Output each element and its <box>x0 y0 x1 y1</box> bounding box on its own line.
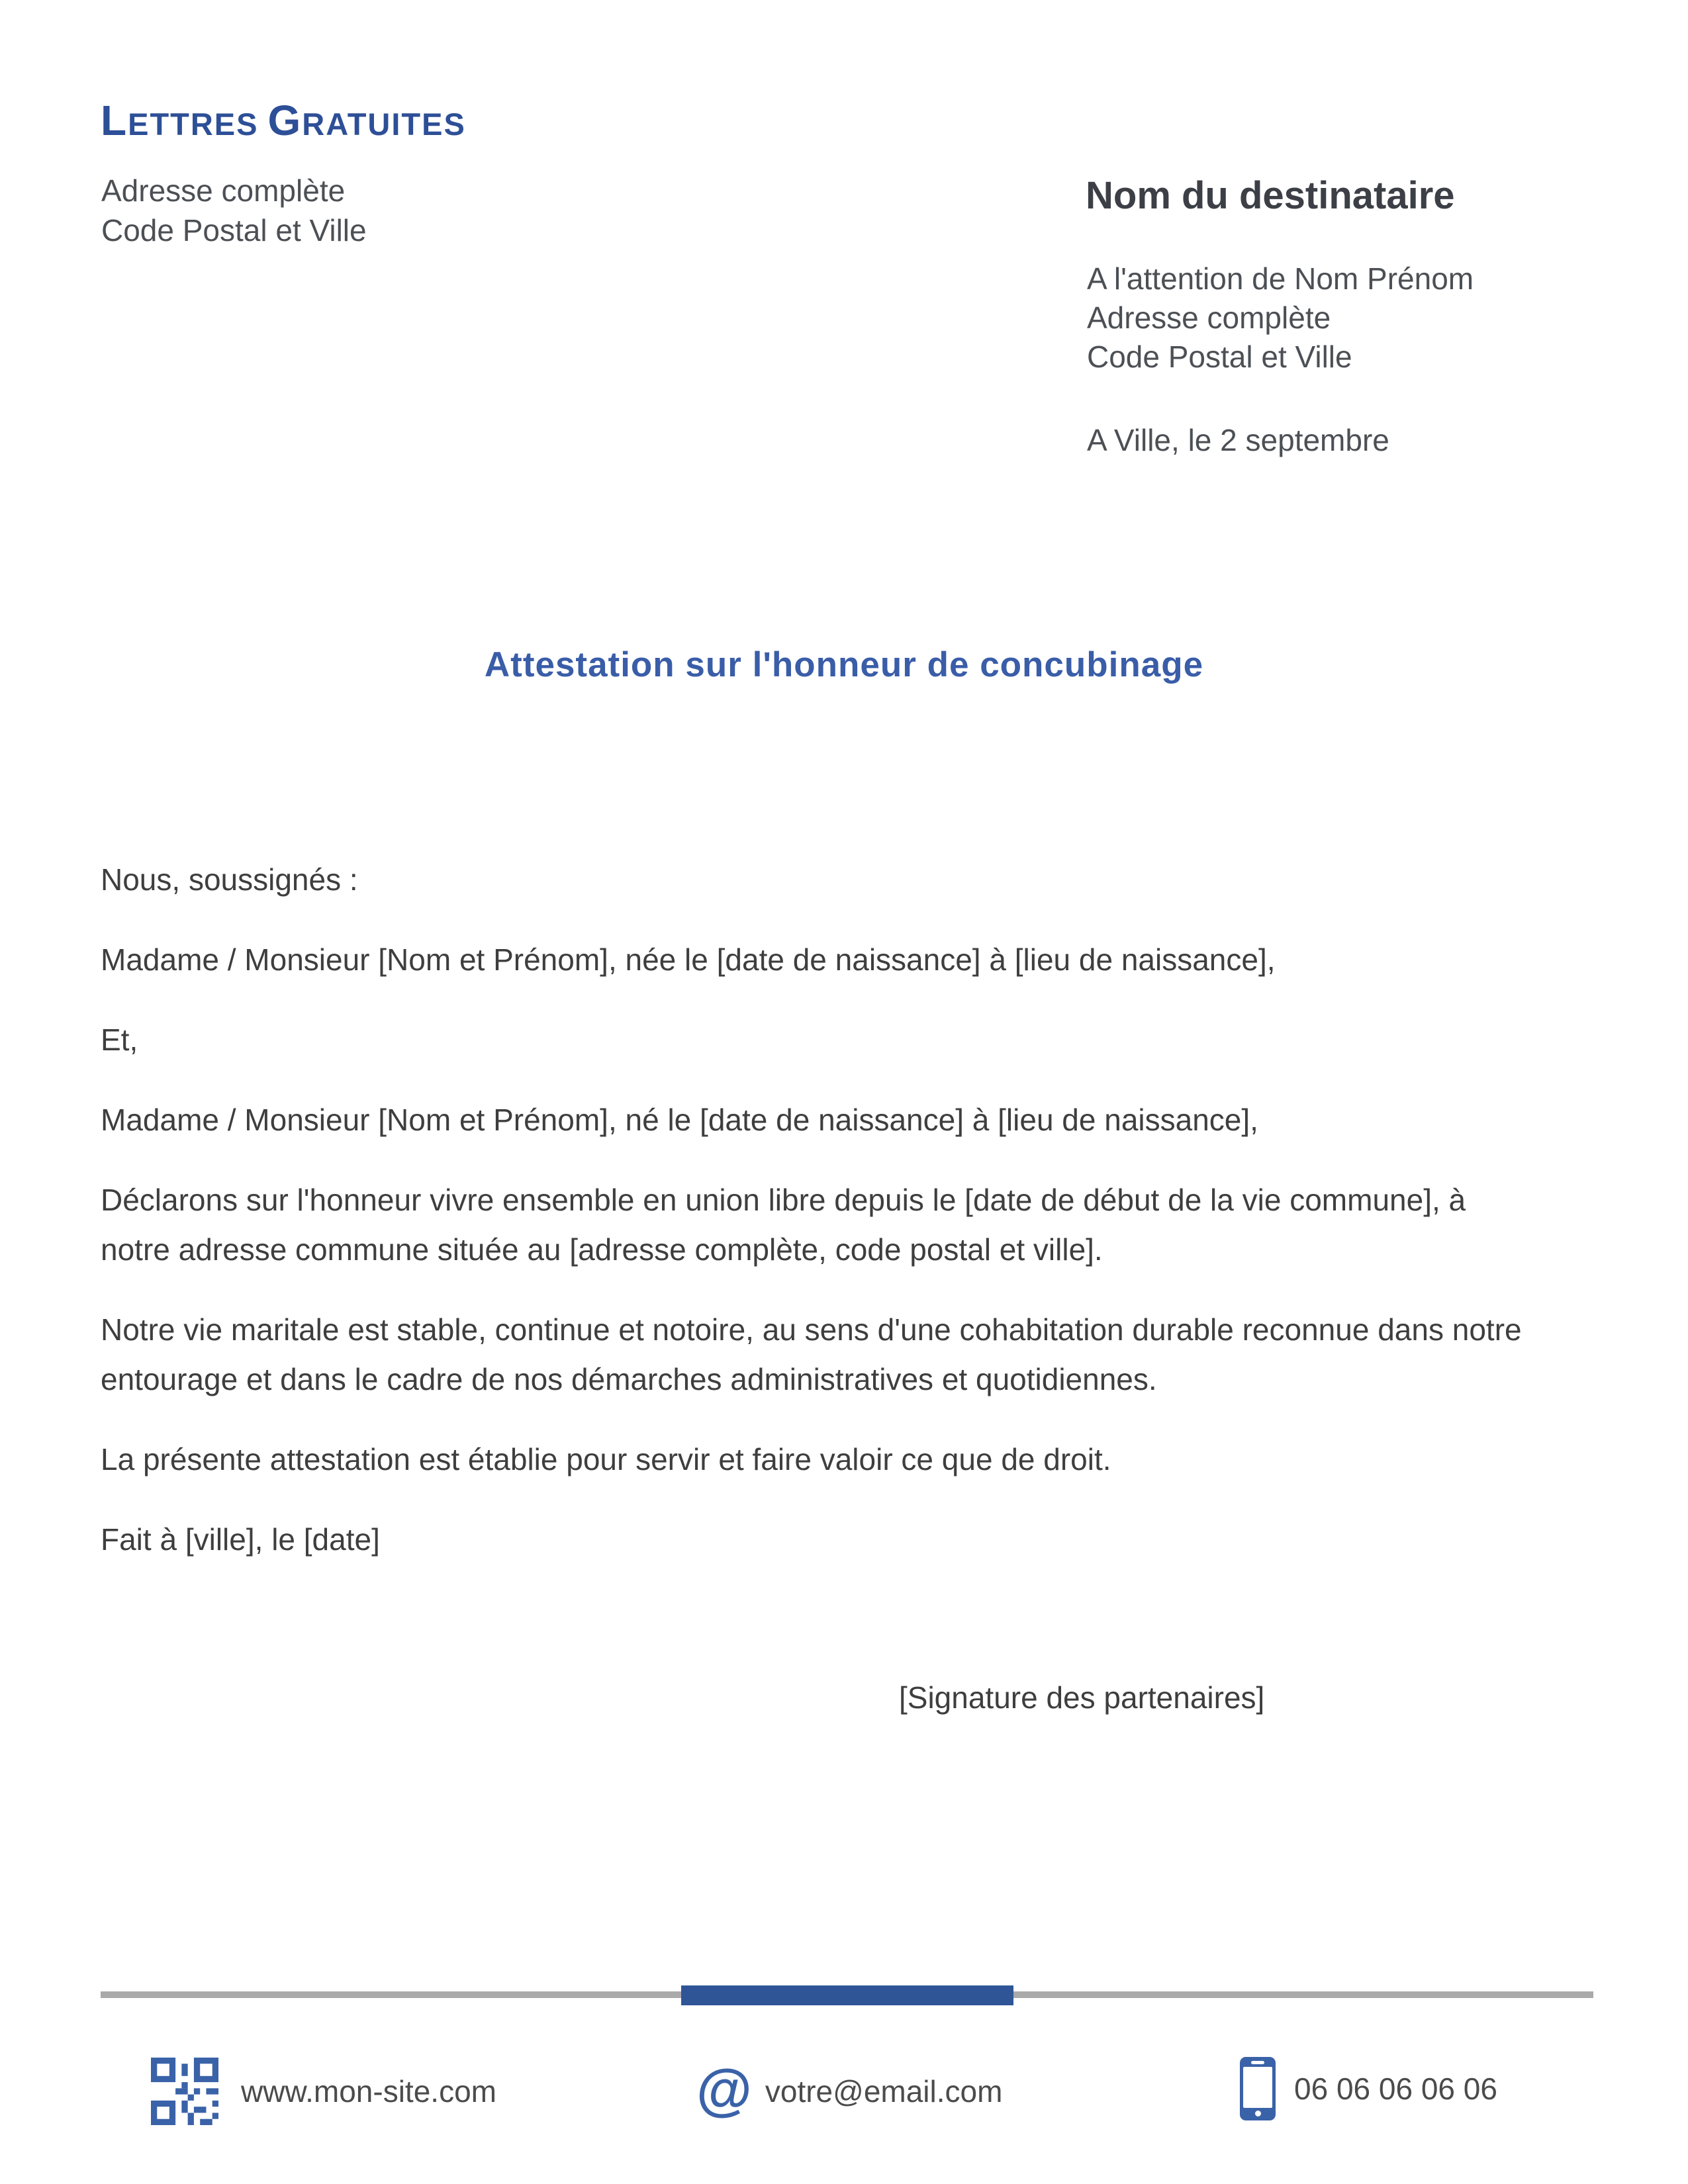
paragraph <box>101 1175 1597 1275</box>
footer-phone-text: 06 06 06 06 06 <box>1294 2071 1497 2106</box>
paragraph-line: Nous, soussignés : <box>101 862 358 897</box>
paragraph-line: Déclarons sur l'honneur vivre ensemble en union libre depuis le [date de début de la vie commune], à <box>101 1183 1466 1217</box>
recipient-attention-line: A l'attention de Nom Prénom <box>1087 261 1474 296</box>
footer-website-text: www.mon-site.com <box>241 2074 496 2109</box>
logo-initial-1: L <box>101 97 128 144</box>
sender-address-line: Adresse complète <box>101 173 346 208</box>
logo-rest-1: ETTRES <box>128 107 259 142</box>
qr-code-icon <box>151 2058 218 2125</box>
paragraph <box>101 935 1597 985</box>
signature-placeholder: [Signature des partenaires] <box>899 1680 1265 1715</box>
paragraph <box>101 1515 1597 1565</box>
paragraph-line: Fait à [ville], le [date] <box>101 1522 380 1557</box>
paragraph-line: Notre vie maritale est stable, continue et notoire, au sens d'une cohabitation durable reconnue dans notre <box>101 1312 1522 1347</box>
paragraph-line: entourage et dans le cadre de nos démarches administratives et quotidiennes. <box>101 1362 1157 1396</box>
at-sign-icon: @ <box>696 2058 752 2122</box>
footer-phone-group <box>1240 2050 1497 2127</box>
logo-initial-2: G <box>267 97 303 144</box>
paragraph-line: notre adresse commune située au [adresse complète, code postal et ville]. <box>101 1232 1103 1267</box>
footer-divider-accent <box>681 1985 1013 2005</box>
paragraph-line: Et, <box>101 1023 138 1057</box>
paragraph <box>101 1015 1597 1065</box>
footer-email-group <box>696 2053 1002 2130</box>
logo-rest-2: RATUITES <box>302 107 466 142</box>
paragraph-line: Madame / Monsieur [Nom et Prénom], née le [date de naissance] à [lieu de naissance], <box>101 942 1276 977</box>
footer-email-text: votre@email.com <box>765 2074 1003 2109</box>
paragraph <box>101 1095 1597 1145</box>
recipient-address-block <box>1087 259 1474 377</box>
footer-website-group <box>151 2053 496 2130</box>
sender-city-line: Code Postal et Ville <box>101 213 367 248</box>
paragraph-line: La présente attestation est établie pour servir et faire valoir ce que de droit. <box>101 1442 1111 1477</box>
letter-date-line: A Ville, le 2 septembre <box>1087 423 1389 457</box>
smartphone-icon <box>1240 2057 1276 2120</box>
paragraph <box>101 1435 1597 1484</box>
letter-title: Attestation sur l'honneur de concubinage <box>484 645 1204 684</box>
paragraph <box>101 855 1597 905</box>
paragraph <box>101 1305 1597 1404</box>
site-logo <box>101 99 466 142</box>
recipient-address-line: Adresse complète <box>1087 300 1331 335</box>
sender-address-block <box>101 171 367 250</box>
paragraph-line: Madame / Monsieur [Nom et Prénom], né le [date de naissance] à [lieu de naissance], <box>101 1103 1258 1137</box>
letter-body <box>101 855 1597 1595</box>
recipient-city-line: Code Postal et Ville <box>1087 340 1352 374</box>
recipient-name: Nom du destinataire <box>1086 174 1455 217</box>
